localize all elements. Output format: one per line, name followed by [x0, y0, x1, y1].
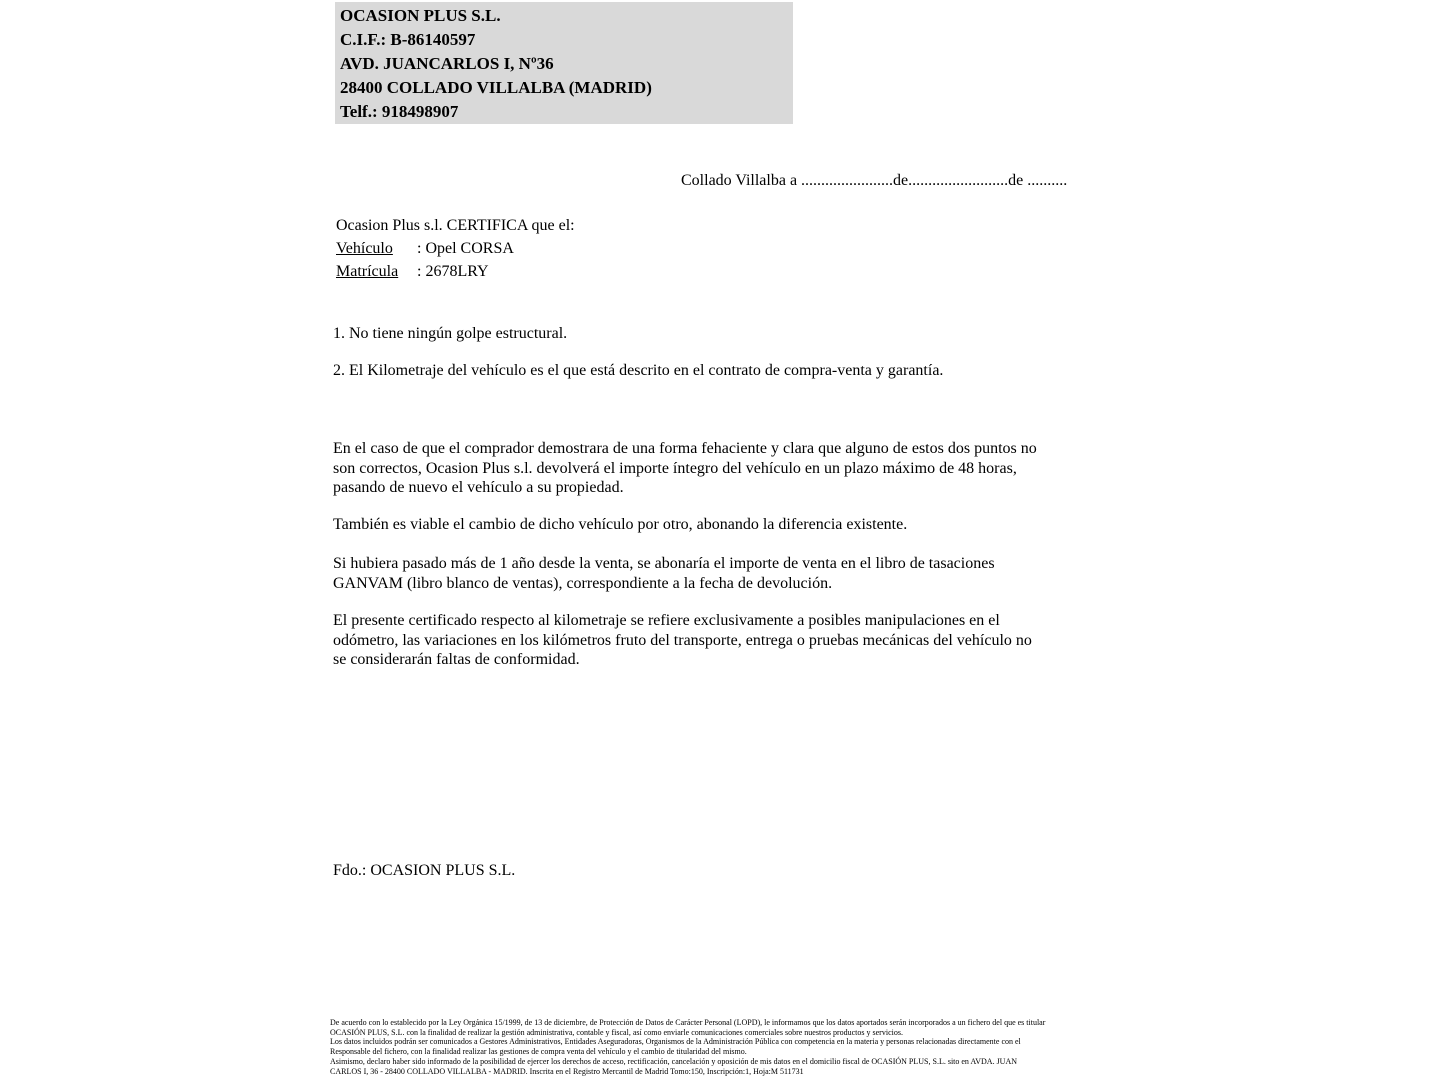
fine-print-line-2: OCASIÓN PLUS, S.L. con la finalidad de realizar la gestión administrativa, contable y fiscal, así como enviarle comunicaciones comerciales sobre nuestros productos y servicios. — [330, 1027, 903, 1037]
point-1: 1. No tiene ningún golpe estructural. — [333, 325, 568, 342]
signature-line: Fdo.: OCASION PLUS S.L. — [333, 862, 516, 879]
fine-print-line-1: De acuerdo con lo establecido por la Ley Orgánica 15/1999, de 13 de diciembre, de Protección de Datos de Carácter Personal (LOPD), le informamos que los datos aportados serán incorporados a un fichero del que es titular — [330, 1018, 1046, 1027]
fine-print-line-3: Los datos incluidos podrán ser comunicados a Gestores Administrativos, Entidades Aseguradoras, Organismos de la Administración Pública con competencia en la materia y personas relacionadas directamente con el — [330, 1037, 1021, 1047]
fine-print-line-6: CARLOS I, 36 - 28400 COLLADO VILLALBA - MADRID. Inscrita en el Registro Mercantil de Madrid Tomo:150, Inscripción:1, Hoja:M 511731 — [330, 1066, 804, 1076]
company-name: OCASION PLUS S.L. — [340, 6, 501, 25]
vehicle-value: : Opel CORSA — [417, 240, 514, 257]
odometer-line-3: se considerarán faltas de conformidad. — [333, 651, 580, 668]
fine-print-line-4: Responsable del fichero, con la finalidad realizar las gestiones de compra venta del vehículo y el cambio de titularidad del mismo. — [330, 1047, 747, 1057]
company-phone: Telf.: 918498907 — [340, 102, 459, 121]
refund-line-2: son correctos, Ocasion Plus s.l. devolverá el importe íntegro del vehículo en un plazo máximo de 48 horas, — [333, 459, 1017, 477]
date-line: Collado Villalba a .......................de.........................de .......... — [681, 172, 1068, 189]
fine-print-line-5: Asimismo, declaro haber sido informado de la posibilidad de ejercer los derechos de acceso, rectificación, cancelación y oposición de mis datos en el domicilio fiscal de OCASIÓN PLUS, S.L. sito en AVDA. JUAN — [330, 1056, 1018, 1066]
vehicle-label: Vehículo — [336, 240, 393, 257]
odometer-line-1: El presente certificado respecto al kilometraje se refiere exclusivamente a posibles manipulaciones en el — [333, 612, 1000, 629]
vehicle-row — [336, 237, 575, 260]
plate-value: : 2678LRY — [417, 263, 489, 280]
odometer-line-2: odómetro, las variaciones en los kilómetros fruto del transporte, entrega o pruebas mecánicas del vehículo no — [333, 631, 1032, 649]
company-header-block — [335, 2, 793, 124]
exchange-paragraph: También es viable el cambio de dicho vehículo por otro, abonando la diferencia existente. — [333, 516, 908, 533]
refund-line-1: En el caso de que el comprador demostrara de una forma fehaciente y clara que alguno de estos dos puntos no — [333, 440, 1037, 457]
certification-block — [336, 214, 575, 283]
legal-fine-print — [330, 1018, 1430, 1076]
ganvam-line-1: Si hubiera pasado más de 1 año desde la venta, se abonaría el importe de venta en el libro de tasaciones — [333, 555, 995, 572]
company-address: AVD. JUANCARLOS I, Nº36 — [340, 54, 554, 73]
refund-line-3: pasando de nuevo el vehículo a su propiedad. — [333, 479, 624, 496]
certify-intro: Ocasion Plus s.l. CERTIFICA que el: — [336, 217, 575, 234]
company-cif: C.I.F.: B-86140597 — [340, 30, 476, 49]
company-city: 28400 COLLADO VILLALBA (MADRID) — [340, 78, 652, 97]
plate-label: Matrícula — [336, 263, 399, 280]
ganvam-paragraph — [333, 554, 1108, 593]
refund-paragraph — [333, 439, 1108, 498]
point-2: 2. El Kilometraje del vehículo es el que está descrito en el contrato de compra-venta y garantía. — [333, 362, 944, 379]
ganvam-line-2: GANVAM (libro blanco de ventas), correspondiente a la fecha de devolución. — [333, 574, 833, 592]
plate-row — [336, 260, 575, 283]
odometer-paragraph — [333, 611, 1108, 670]
